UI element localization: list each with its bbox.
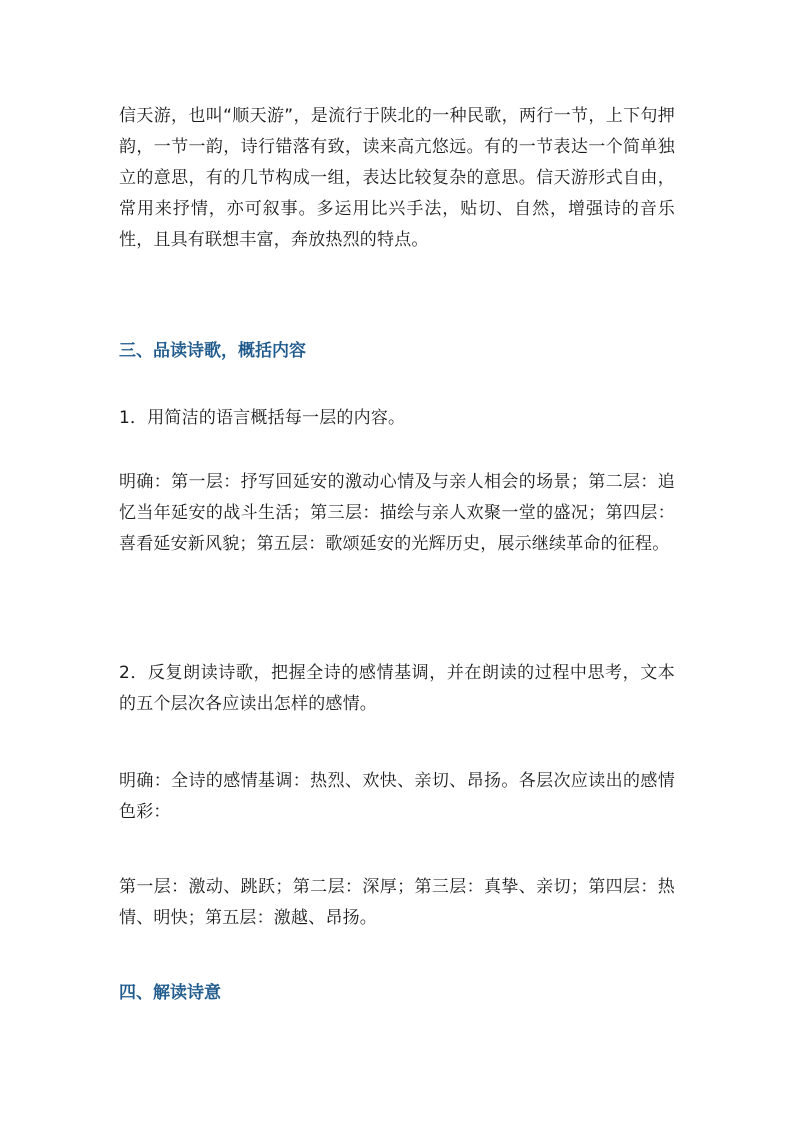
intro-paragraph: 信天游，也叫“顺天游”，是流行于陕北的一种民歌，两行一节，上下句押韵，一节一韵，诗行错落有致，读来高亢悠远。有的一节表达一个简单独立的意思，有的几节构成一组，表达比较复杂的意思。信天游形式自由，常用来抒情，亦可叙事。多运用比兴手法，贴切、自然，增强诗的音乐性，且具有联想丰富，奔放热烈的特点。 — [119, 106, 675, 250]
question-2: 2．反复朗读诗歌，把握全诗的感情基调，并在朗读的过程中思考，文本的五个层次各应读出怎样的感情。 — [119, 663, 675, 714]
answer-2-summary: 明确：全诗的感情基调：热烈、欢快、亲切、昂扬。各层次应读出的感情色彩： — [119, 771, 675, 822]
section-4-heading: 四、解读诗意 — [119, 983, 221, 1003]
section-3-heading: 三、品读诗歌，概括内容 — [119, 341, 306, 361]
question-1: 1．用简洁的语言概括每一层的内容。 — [119, 408, 406, 428]
answer-2-layers: 第一层：激动、跳跃；第二层：深厚；第三层：真挚、亲切；第四层：热情、明快；第五层：激越、昂扬。 — [119, 877, 675, 928]
answer-1: 明确：第一层：抒写回延安的激动心情及与亲人相会的场景；第二层：追忆当年延安的战斗生活；第三层：描绘与亲人欢聚一堂的盛况；第四层：喜看延安新风貌；第五层：歌颂延安的光辉历史，展示继续革命的征程。 — [119, 472, 675, 554]
